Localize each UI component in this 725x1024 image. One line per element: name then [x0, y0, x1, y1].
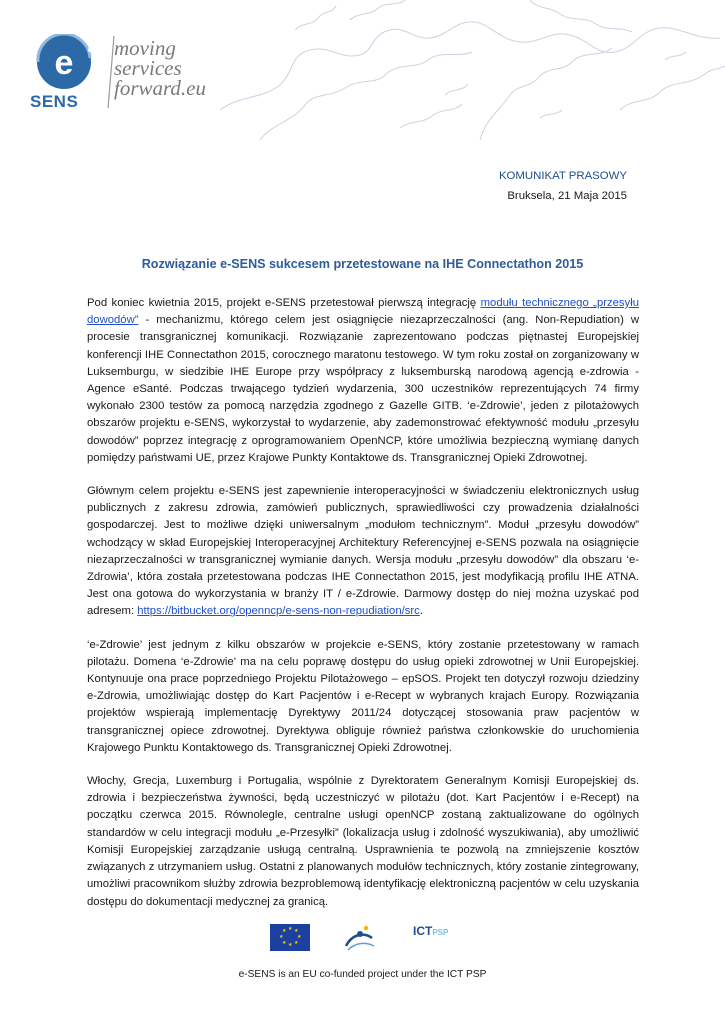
europe-map-decoration: [200, 0, 725, 140]
tagline-line-3: forward.eu: [114, 76, 206, 100]
eu-flag-icon: ★ ★ ★ ★ ★ ★ ★ ★: [270, 924, 310, 951]
ict-psp-logo: [413, 922, 448, 940]
logo-tagline: [114, 38, 206, 98]
ict-logo-text: ICT: [413, 924, 433, 938]
paragraph-1-intro: Pod koniec kwietnia 2015, projekt e-SENS przetestował pierwszą integrację: [87, 297, 481, 309]
tagline-line-2: services: [114, 56, 182, 80]
press-release-header: [499, 166, 627, 206]
paragraph-4: Włochy, Grecja, Luxemburg i Portugalia, wspólnie z Dyrektoratem Generalnym Komisji Europejskiej ds. zdrowia i bezpieczeństwa żywności, będą uczestniczyć w pilotażu (dot. Kart Pacjentów i e-Recept) na początku czerwca 2015. Równolegle, centralne usługi openNCP zostaną zaktualizowane do ogólnych standardów w celu integracji modułu „e-Przesyłki” (lokalizacja usług i zdolność wyszukiwania), aby umożliwić Komisji Europejskiej zarządzanie usługą centralną. Usprawnienia te pozwolą na zmniejszenie kosztów związanych z utrzymaniem usług. Ostatni z planowanych modułów technicznych, który zostanie zintegrowany, umożliwi pracownikom służby zdrowia bezproblemową identyfikację elektroniczną pacjentów w celu uzyskania dostępu do dokumentacji medycznej za granicą.: [87, 775, 639, 908]
e-sens-globe-icon: [28, 34, 103, 94]
e-sens-logo: [28, 34, 228, 114]
letterhead: [0, 0, 725, 140]
paragraph-1: [87, 295, 639, 467]
bitbucket-link[interactable]: https://bitbucket.org/openncp/e-sens-non-repudiation/src: [137, 605, 420, 618]
press-release-date: Bruksela, 21 Maja 2015: [507, 190, 627, 202]
psp-logo-text: PSP: [432, 928, 449, 937]
footer-logos: [0, 920, 725, 960]
paragraph-1-rest: - mechanizmu, którego celem jest osiągnięcie niezaprzeczalności (ang. Non-Repudiation) w procesie transgranicznej komunikacji. Rozwiązanie zaprezentowano podczas piętnastej Europejskiej konferencji IHE Connectathon 2015, corocznego maratonu testowego. W tym roku został on zorganizowany w Luksemburgu, w siedzibie IHE Europe przy współpracy z luksemburską narodową agencją e-zdrowia - Agence eSanté. Podczas trwającego tydzień wydarzenia, 300 uczestników reprezentujących 74 firmy wykonało 2300 testów za pomocą narzędzia zgodnego z Gazelle GITB. ‘e-Zdrowie’, jeden z pilotażowych obszarów projektu e-SENS, wykorzystał to wydarzenie, aby zademonstrować efektywność modułu „przesyłu dowodów” poprzez integrację z oprogramowaniem OpenNCP, które umożliwia bezpieczną wymianę danych pomiędzy państwami UE, przez Krajowe Punkty Kontaktowe ds. Transgranicznej Opieki Zdrowotnej.: [87, 314, 639, 464]
footer-note: e-SENS is an EU co-funded project under the ICT PSP: [238, 969, 487, 980]
svg-text:e: e: [54, 44, 74, 82]
document-body: [87, 295, 639, 927]
press-release-label: KOMUNIKAT PRASOWY: [498, 170, 627, 182]
logo-brand-text: SENS: [30, 92, 79, 111]
paragraph-2: [87, 483, 639, 621]
document-title: Rozwiązanie e-SENS sukcesem przetestowane na IHE Connectathon 2015: [141, 257, 584, 271]
module-link[interactable]: modułu technicznego „przesyłu dowodów”: [87, 297, 640, 327]
paragraph-2-end: .: [419, 605, 423, 618]
paragraph-3: ‘e-Zdrowie’ jest jednym z kilku obszarów w projekcie e-SENS, który zostanie przetestowany w ramach pilotażu. Domena ‘e-Zdrowie’ ma na celu poprawę dostępu do usług opieki zdrowotnej w Unii Europejskiej. Kontynuuje ona prace poprzedniego Projektu Pilotażowego – epSOS. Projekt ten dotyczył rozwoju dziedziny e-Zdrowia, umożliwiając dostęp do Kart Pacjentów i e-Recept w wybranych krajach Europy. Rozwiązania projektów wspierają implementację Dyrektywy 2011/24 dotyczącej stosowania praw pacjentów w transgranicznej opiece zdrowotnej. Dyrektywa obliguje również państwa członkowskie do uruchomienia Krajowego Punktu Kontaktowego ds. Transgranicznej Opieki Zdrowotnej.: [87, 638, 639, 754]
tagline-line-1: moving: [114, 36, 176, 60]
swirl-logo-icon: [342, 920, 378, 954]
paragraph-2-text: Głównym celem projektu e-SENS jest zapewnienie interoperacyjności w świadczeniu elektronicznych usług publicznych z zakresu zdrowia, zamówień publicznych, sprawiedliwości czy prowadzenia działalności gospodarczej. Jest to możliwe dzięki uniwersalnym „modułom technicznym”. Moduł „przesyłu dowodów” wchodzący w skład Europejskiej Interoperacyjnej Architektury Referencyjnej e-SENS pozwala na osiągnięcie niezaprzeczalności w transgranicznej wymianie danych. Wersja modułu „przesyłu dowodów” dla obszaru ‘e-Zdrowia’, która została przetestowana podczas IHE Connectathon 2015, jest modyfikacją profilu IHE ATNA. Jest ona gotowa do wykorzystania w branży IT / e-Zdrowie. Darmowy dostęp do niej można uzyskać pod adresem:: [87, 485, 639, 618]
